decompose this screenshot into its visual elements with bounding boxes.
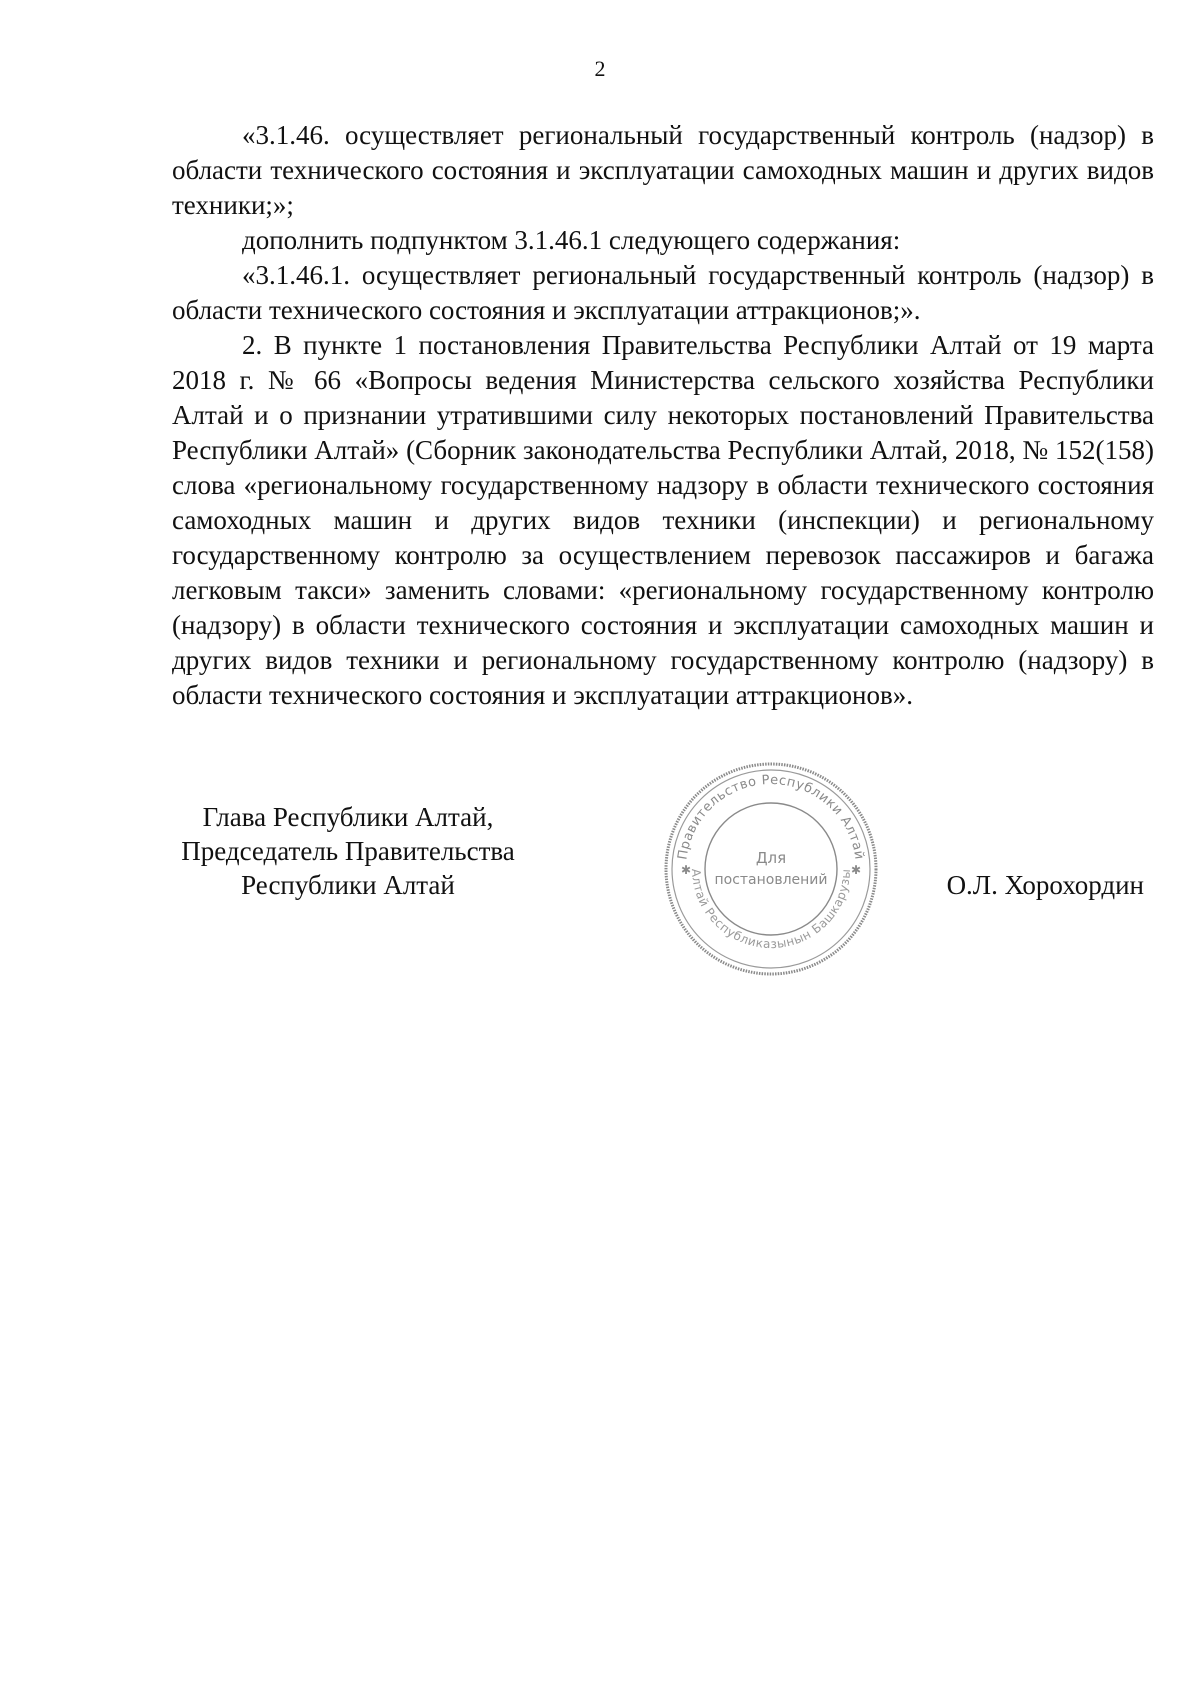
stamp-center-line-1: Для xyxy=(755,849,787,867)
page-number: 2 xyxy=(594,56,606,81)
paragraph-item-2: 2. В пункте 1 постановления Правительства Республики Алтай от 19 марта 2018 г. № 66 «Вопросы ведения Министерства сельского хозяйства Республики Алтай и о признании утратившими силу некоторых постановлений Правительства Республики Алтай» (Сборник законодательства Республики Алтай, 2018, № 152(158) слова «региональному государственному надзору в области технического состояния самоходных машин и других видов техники (инспекции) и региональному государственному контролю за осуществлением перевозок пассажиров и багажа легковым такси» заменить словами: «региональному государственному контролю (надзору) в области технического состояния и эксплуатации самоходных машин и других видов техники и региональному государственному контролю (надзору) в области технического состояния и эксплуатации аттракционов». xyxy=(172,330,1154,710)
signature-title-line: Председатель Правительства xyxy=(181,836,515,866)
official-stamp xyxy=(662,760,880,978)
svg-text:Правительство Республики Алтай xyxy=(675,773,866,861)
signatory-name: О.Л. Хорохордин xyxy=(946,870,1144,900)
stamp-outer-text-top: Правительство Республики Алтай xyxy=(675,772,867,861)
document-body xyxy=(172,118,1154,713)
paragraph-amend-intro: дополнить подпунктом 3.1.46.1 следующего содержания: xyxy=(242,225,901,255)
paragraph-3-1-46: «3.1.46. осуществляет региональный государственный контроль (надзор) в области технического состояния и эксплуатации самоходных машин и других видов техники;»; xyxy=(172,120,1154,220)
stamp-star-left-icon: ✱ xyxy=(680,863,692,877)
signature-title-line: Республики Алтай xyxy=(241,870,455,900)
paragraph-3-1-46-1: «3.1.46.1. осуществляет региональный государственный контроль (надзор) в области технического состояния и эксплуатации аттракционов;». xyxy=(172,260,1154,325)
stamp-outer-text-bottom: Алтай Республиказынын Башкарузы xyxy=(688,868,854,952)
signature-title-line: Глава Республики Алтай, xyxy=(202,802,494,832)
stamp-star-right-icon: ✱ xyxy=(850,863,862,877)
signature-title xyxy=(172,800,524,902)
stamp-center-line-2: постановлений xyxy=(714,872,828,888)
